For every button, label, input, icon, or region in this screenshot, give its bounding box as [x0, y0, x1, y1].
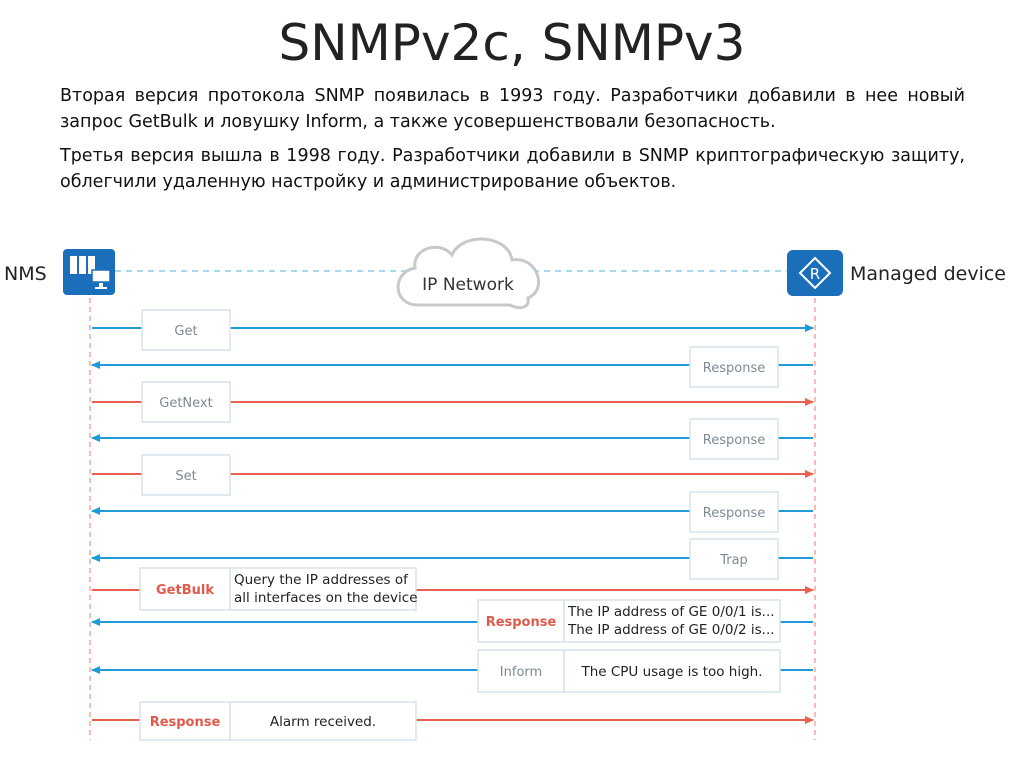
- message-label: GetBulk: [156, 583, 214, 598]
- message-10: [92, 650, 813, 692]
- message-detail-text: all interfaces on the device: [234, 590, 418, 606]
- message-11: [92, 702, 813, 740]
- router-icon: [787, 250, 843, 296]
- message-detail-text: The IP address of GE 0/0/1 is...: [568, 604, 775, 620]
- managed-device-label: Managed device: [850, 263, 1006, 285]
- message-3: [92, 382, 813, 422]
- message-detail-text: Alarm received.: [269, 714, 377, 730]
- message-label: Response: [702, 433, 766, 448]
- cloud-icon: [398, 239, 538, 308]
- message-label: Set: [175, 469, 197, 484]
- message-4: [92, 419, 813, 459]
- message-6: [92, 492, 813, 532]
- message-list: [92, 310, 813, 740]
- message-2: [92, 347, 813, 387]
- svg-text:R: R: [809, 265, 821, 283]
- paragraph-v3: Третья версия вышла в 1998 году. Разработчики добавили в SNMP криптографическую защиту, облегчили удаленную настройку и администрирование объектов.: [60, 146, 965, 192]
- message-5: [92, 455, 813, 495]
- message-label: Response: [702, 506, 766, 521]
- nms-label: NMS: [4, 263, 47, 285]
- message-detail-text: The CPU usage is too high.: [581, 664, 763, 680]
- message-label: Response: [702, 361, 766, 376]
- slide-title: SNMPv2c, SNMPv3: [278, 14, 746, 72]
- message-detail-text: Query the IP addresses of: [234, 572, 408, 588]
- paragraph-v2: Вторая версия протокола SNMP появилась в 1993 году. Разработчики добавили в нее новый запрос GetBulk и ловушку Inform, а также усовершенствовали безопасность.: [60, 86, 965, 132]
- message-label: GetNext: [159, 396, 213, 411]
- message-label: Response: [485, 615, 557, 630]
- message-label: Inform: [499, 665, 543, 680]
- server-monitor-icon: [63, 249, 115, 295]
- ip-network-label: IP Network: [422, 275, 514, 295]
- message-label: Trap: [720, 553, 748, 568]
- message-1: [92, 310, 813, 350]
- message-label: Response: [149, 715, 221, 730]
- message-detail-text: The IP address of GE 0/0/2 is...: [568, 622, 775, 638]
- message-label: Get: [174, 324, 198, 339]
